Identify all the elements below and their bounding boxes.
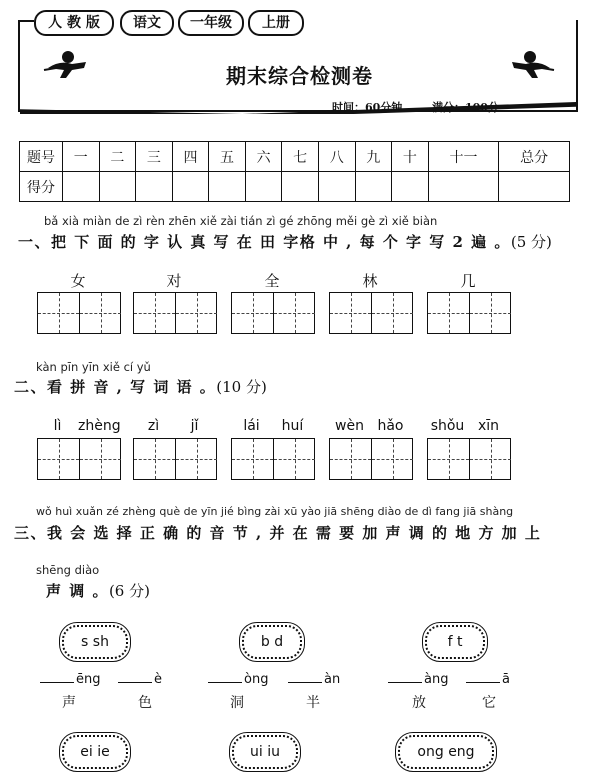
score-table-cell: 六 [245,142,282,172]
score-input-cell[interactable] [355,172,392,202]
q2-writing-grid[interactable] [133,438,217,480]
q3-blank-syllable: àng [424,672,449,687]
q3-heading: 三、我 会 选 择 正 确 的 音 节 , 并 在 需 要 加 声 调 的 地 方 加 上 [14,524,542,542]
q1-pinyin: bǎ xià miàn de zì rèn zhēn xiě zài tián zì gé zhōng měi gè zì xiě biàn [44,214,438,228]
score-table-score-row [20,172,570,202]
q3-blank-syllable: è [154,672,162,687]
q3-score: (6 分) [108,582,150,600]
score-input-cell[interactable] [136,172,173,202]
q1-writing-grid[interactable] [427,292,511,334]
score-table-cell: 三 [136,142,173,172]
q1-writing-grid[interactable] [231,292,315,334]
page-title: 期末综合检测卷 [226,64,373,88]
edition-badge [34,10,290,34]
score-input-cell[interactable] [282,172,319,202]
score-input-cell[interactable] [499,172,570,202]
score-input-cell[interactable] [209,172,246,202]
q2-pinyin-word: shǒu [430,418,465,434]
q3-pinyin-line2: shēng diào [36,563,100,577]
score-input-cell[interactable] [318,172,355,202]
exam-full-score: 满分：100分 [432,101,499,114]
q2-pinyin-word: wèn [335,418,364,434]
badge-grade: 一年级 [178,10,244,36]
q2-pinyin-word: zhèng [78,418,121,434]
score-table-cell: 七 [282,142,319,172]
q3-option-cloud: b d [242,625,302,659]
score-input-cell[interactable] [428,172,499,202]
badge-subject: 语文 [120,10,174,36]
score-table-cell: 九 [355,142,392,172]
q3-blank-syllable: òng [244,672,269,687]
badge-term: 上册 [248,10,304,36]
q3-option-cloud: ong eng [398,735,494,769]
q3-blank[interactable] [466,672,510,687]
q3-blank[interactable] [40,672,101,687]
q1-char: 对 [166,272,182,290]
q1-char: 林 [362,272,378,290]
score-table-cell: 十一 [428,142,499,172]
score-table-cell: 总分 [499,142,570,172]
q3-heading-text: 声 调 。 [46,582,109,600]
q2-score: (10 分) [216,378,267,396]
q3-blank-syllable: àn [324,672,341,687]
q2-pinyin-word: lì [53,418,62,434]
score-table [19,141,570,202]
q1-heading-text: 一、把 下 面 的 字 认 真 写 在 田 字格 中 , 每 个 字 写 2 遍 。 [18,233,511,251]
score-table-label: 得分 [20,172,63,202]
q2-writing-grid[interactable] [427,438,511,480]
q2-heading-text: 二、看 拼 音 , 写 词 语 。 [14,378,217,396]
q3-hanzi: 洞 [230,695,244,711]
score-table-header-row [20,142,570,172]
q3-pinyin: wǒ huì xuǎn zé zhèng què de yīn jié bìng zài xū yào jiā shēng diào de dì fang jiā shàng [36,505,514,518]
q3-option-cloud: f t [425,625,485,659]
badge-edition: 人 教 版 [34,10,114,36]
q3-hanzi: 它 [482,695,496,711]
q1-char: 几 [460,272,476,290]
q3-blank[interactable] [208,672,268,687]
q3-heading-line2 [46,580,150,601]
q3-option-cloud: ei ie [62,735,128,769]
q1-heading [18,231,552,252]
q1-char: 全 [264,272,280,290]
score-table-cell: 二 [99,142,136,172]
q1-writing-grid[interactable] [329,292,413,334]
q2-pinyin-word: jǐ [190,418,199,434]
score-input-cell[interactable] [392,172,429,202]
score-input-cell[interactable] [172,172,209,202]
score-table-cell: 十 [392,142,429,172]
score-table-cell: 四 [172,142,209,172]
score-table-cell: 八 [318,142,355,172]
q1-writing-grid[interactable] [133,292,217,334]
q3-hanzi: 半 [306,695,320,711]
q3-blank-syllable: ā [502,672,510,687]
q2-pinyin-word: lái [243,418,260,434]
exam-time: 时间：60分钟 [332,101,403,114]
score-input-cell[interactable] [245,172,282,202]
q3-blank[interactable] [118,672,162,687]
q1-score: (5 分) [510,233,552,251]
q2-pinyin-word: huí [281,418,304,434]
q3-hanzi: 色 [138,695,152,711]
q2-pinyin-word: hǎo [377,418,404,434]
score-table-cell: 题号 [20,142,63,172]
q2-pinyin: kàn pīn yīn xiě cí yǔ [36,360,151,374]
q3-blank[interactable] [388,672,448,687]
q3-option-cloud: ui iu [232,735,298,769]
q3-blank-syllable: ēng [76,672,101,687]
q2-writing-grid[interactable] [329,438,413,480]
q3-hanzi: 声 [62,695,76,711]
q3-option-cloud: s sh [62,625,128,659]
q1-writing-grid[interactable] [37,292,121,334]
q1-char: 女 [70,272,86,290]
score-table-cell: 一 [63,142,100,172]
score-table-cell: 五 [209,142,246,172]
q2-writing-grid[interactable] [231,438,315,480]
score-input-cell[interactable] [99,172,136,202]
q2-pinyin-word: xīn [477,418,500,434]
q3-hanzi: 放 [412,695,426,711]
q2-pinyin-word: zì [147,418,160,434]
score-input-cell[interactable] [63,172,100,202]
q3-blank[interactable] [288,672,340,687]
q2-heading [14,376,267,397]
q2-writing-grid[interactable] [37,438,121,480]
